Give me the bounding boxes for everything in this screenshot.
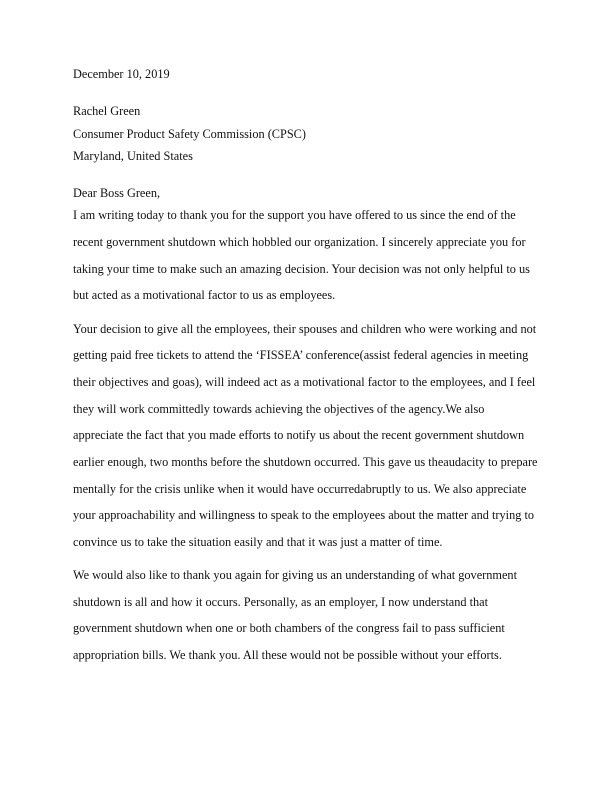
paragraph-2-line-9: convince us to take the situation easily and that it was just a matter of time. bbox=[73, 535, 443, 549]
paragraph-1-line-2: recent government shutdown which hobbled our organization. I sincerely appreciate you for bbox=[73, 235, 526, 249]
paragraph-2-line-6: earlier enough, two months before the shutdown occurred. This gave us theaudacity to prepare bbox=[73, 455, 538, 469]
paragraph-1-line-1: I am writing today to thank you for the support you have offered to us since the end of the bbox=[73, 208, 516, 222]
paragraph-3-line-3: government shutdown when one or both chambers of the congress fail to pass sufficient bbox=[73, 621, 505, 635]
recipient-location: Maryland, United States bbox=[73, 149, 193, 163]
paragraph-2-line-4: they will work committedly towards achieving the objectives of the agency.We also bbox=[73, 402, 485, 416]
paragraph-1-line-3: taking your time to make such an amazing decision. Your decision was not only helpful to us bbox=[73, 262, 530, 276]
paragraph-3-line-2: shutdown is all and how it occurs. Personally, as an employer, I now understand that bbox=[73, 595, 489, 609]
paragraph-2-line-1: Your decision to give all the employees, their spouses and children who were working and not bbox=[73, 322, 537, 336]
paragraph-2-line-2: getting paid free tickets to attend the ‘FISSEA’ conference(assist federal agencies in meeting bbox=[73, 348, 529, 362]
salutation: Dear Boss Green, bbox=[73, 186, 161, 200]
paragraph-2-line-5: appreciate the fact that you made efforts to notify us about the recent government shutdown bbox=[73, 428, 525, 442]
paragraph-2-line-3: their objectives and goas), will indeed act as a motivational factor to the employees, and I feel bbox=[73, 375, 536, 389]
paragraph-2-line-7: mentally for the crisis unlike when it would have occurredabruptly to us. We also appreciate bbox=[73, 482, 527, 496]
letter-date: December 10, 2019 bbox=[73, 67, 170, 81]
paragraph-3-line-1: We would also like to thank you again for giving us an understanding of what government bbox=[73, 568, 517, 582]
recipient-organization: Consumer Product Safety Commission (CPSC) bbox=[73, 127, 306, 141]
paragraph-1-line-4: but acted as a motivational factor to us as employees. bbox=[73, 288, 336, 302]
paragraph-3-line-4: appropriation bills. We thank you. All these would not be possible without your efforts. bbox=[73, 648, 502, 662]
recipient-name: Rachel Green bbox=[73, 104, 141, 118]
paragraph-2-line-8: your approachability and willingness to speak to the employees about the matter and trying to bbox=[73, 508, 535, 522]
